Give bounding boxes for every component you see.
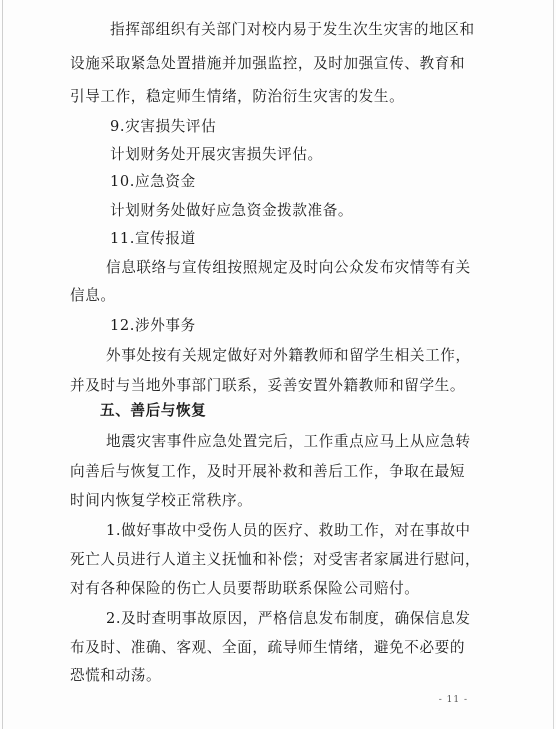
paragraph-line: 1.做好事故中受伤人员的医疗、救助工作，对在事故中 bbox=[106, 522, 471, 539]
paragraph-line: 外事处按有关规定做好对外籍教师和留学生相关工作， bbox=[106, 347, 471, 364]
paragraph-line: 信息。 bbox=[70, 287, 116, 304]
paragraph-line: 计划财务处开展灾害损失评估。 bbox=[110, 146, 323, 163]
chapter-heading: 五、善后与恢复 bbox=[100, 402, 207, 419]
paragraph-line: 恐慌和动荡。 bbox=[70, 667, 162, 684]
section-heading-9: 9.灾害损失评估 bbox=[110, 118, 217, 135]
paragraph-line: 布及时、准确、客观、全面，疏导师生情绪，避免不必要的 bbox=[70, 639, 466, 656]
paragraph-line: 向善后与恢复工作，及时开展补救和善后工作，争取在最短 bbox=[70, 463, 466, 480]
paragraph-line: 地震灾害事件应急处置完后，工作重点应马上从应急转 bbox=[106, 433, 471, 450]
page-number: - 11 - bbox=[438, 695, 468, 705]
page-edge-right bbox=[553, 0, 554, 729]
paragraph-line: 计划财务处做好应急资金拨款准备。 bbox=[110, 202, 354, 219]
paragraph-line: 指挥部组织有关部门对校内易于发生次生灾害的地区和 bbox=[110, 21, 475, 38]
page-edge-left bbox=[2, 0, 3, 729]
paragraph-line: 2.及时查明事故原因，严格信息发布制度，确保信息发 bbox=[106, 610, 471, 627]
section-heading-12: 12.涉外事务 bbox=[110, 317, 196, 334]
paragraph-line: 死亡人员进行人道主义抚恤和补偿；对受害者家属进行慰问， bbox=[70, 551, 481, 568]
paragraph-line: 引导工作，稳定师生情绪，防治衍生灾害的发生。 bbox=[70, 88, 405, 105]
paragraph-line: 对有各种保险的伤亡人员要帮助联系保险公司赔付。 bbox=[70, 580, 420, 597]
paragraph-line: 时间内恢复学校正常秩序。 bbox=[70, 492, 253, 509]
paragraph-line: 信息联络与宣传组按照规定及时向公众发布灾情等有关 bbox=[106, 259, 471, 276]
paragraph-line: 设施采取紧急处置措施并加强监控，及时加强宣传、教育和 bbox=[70, 55, 466, 72]
section-heading-10: 10.应急资金 bbox=[110, 173, 196, 190]
section-heading-11: 11.宣传报道 bbox=[110, 230, 196, 247]
paragraph-line: 并及时与当地外事部门联系，妥善安置外籍教师和留学生。 bbox=[70, 377, 466, 394]
